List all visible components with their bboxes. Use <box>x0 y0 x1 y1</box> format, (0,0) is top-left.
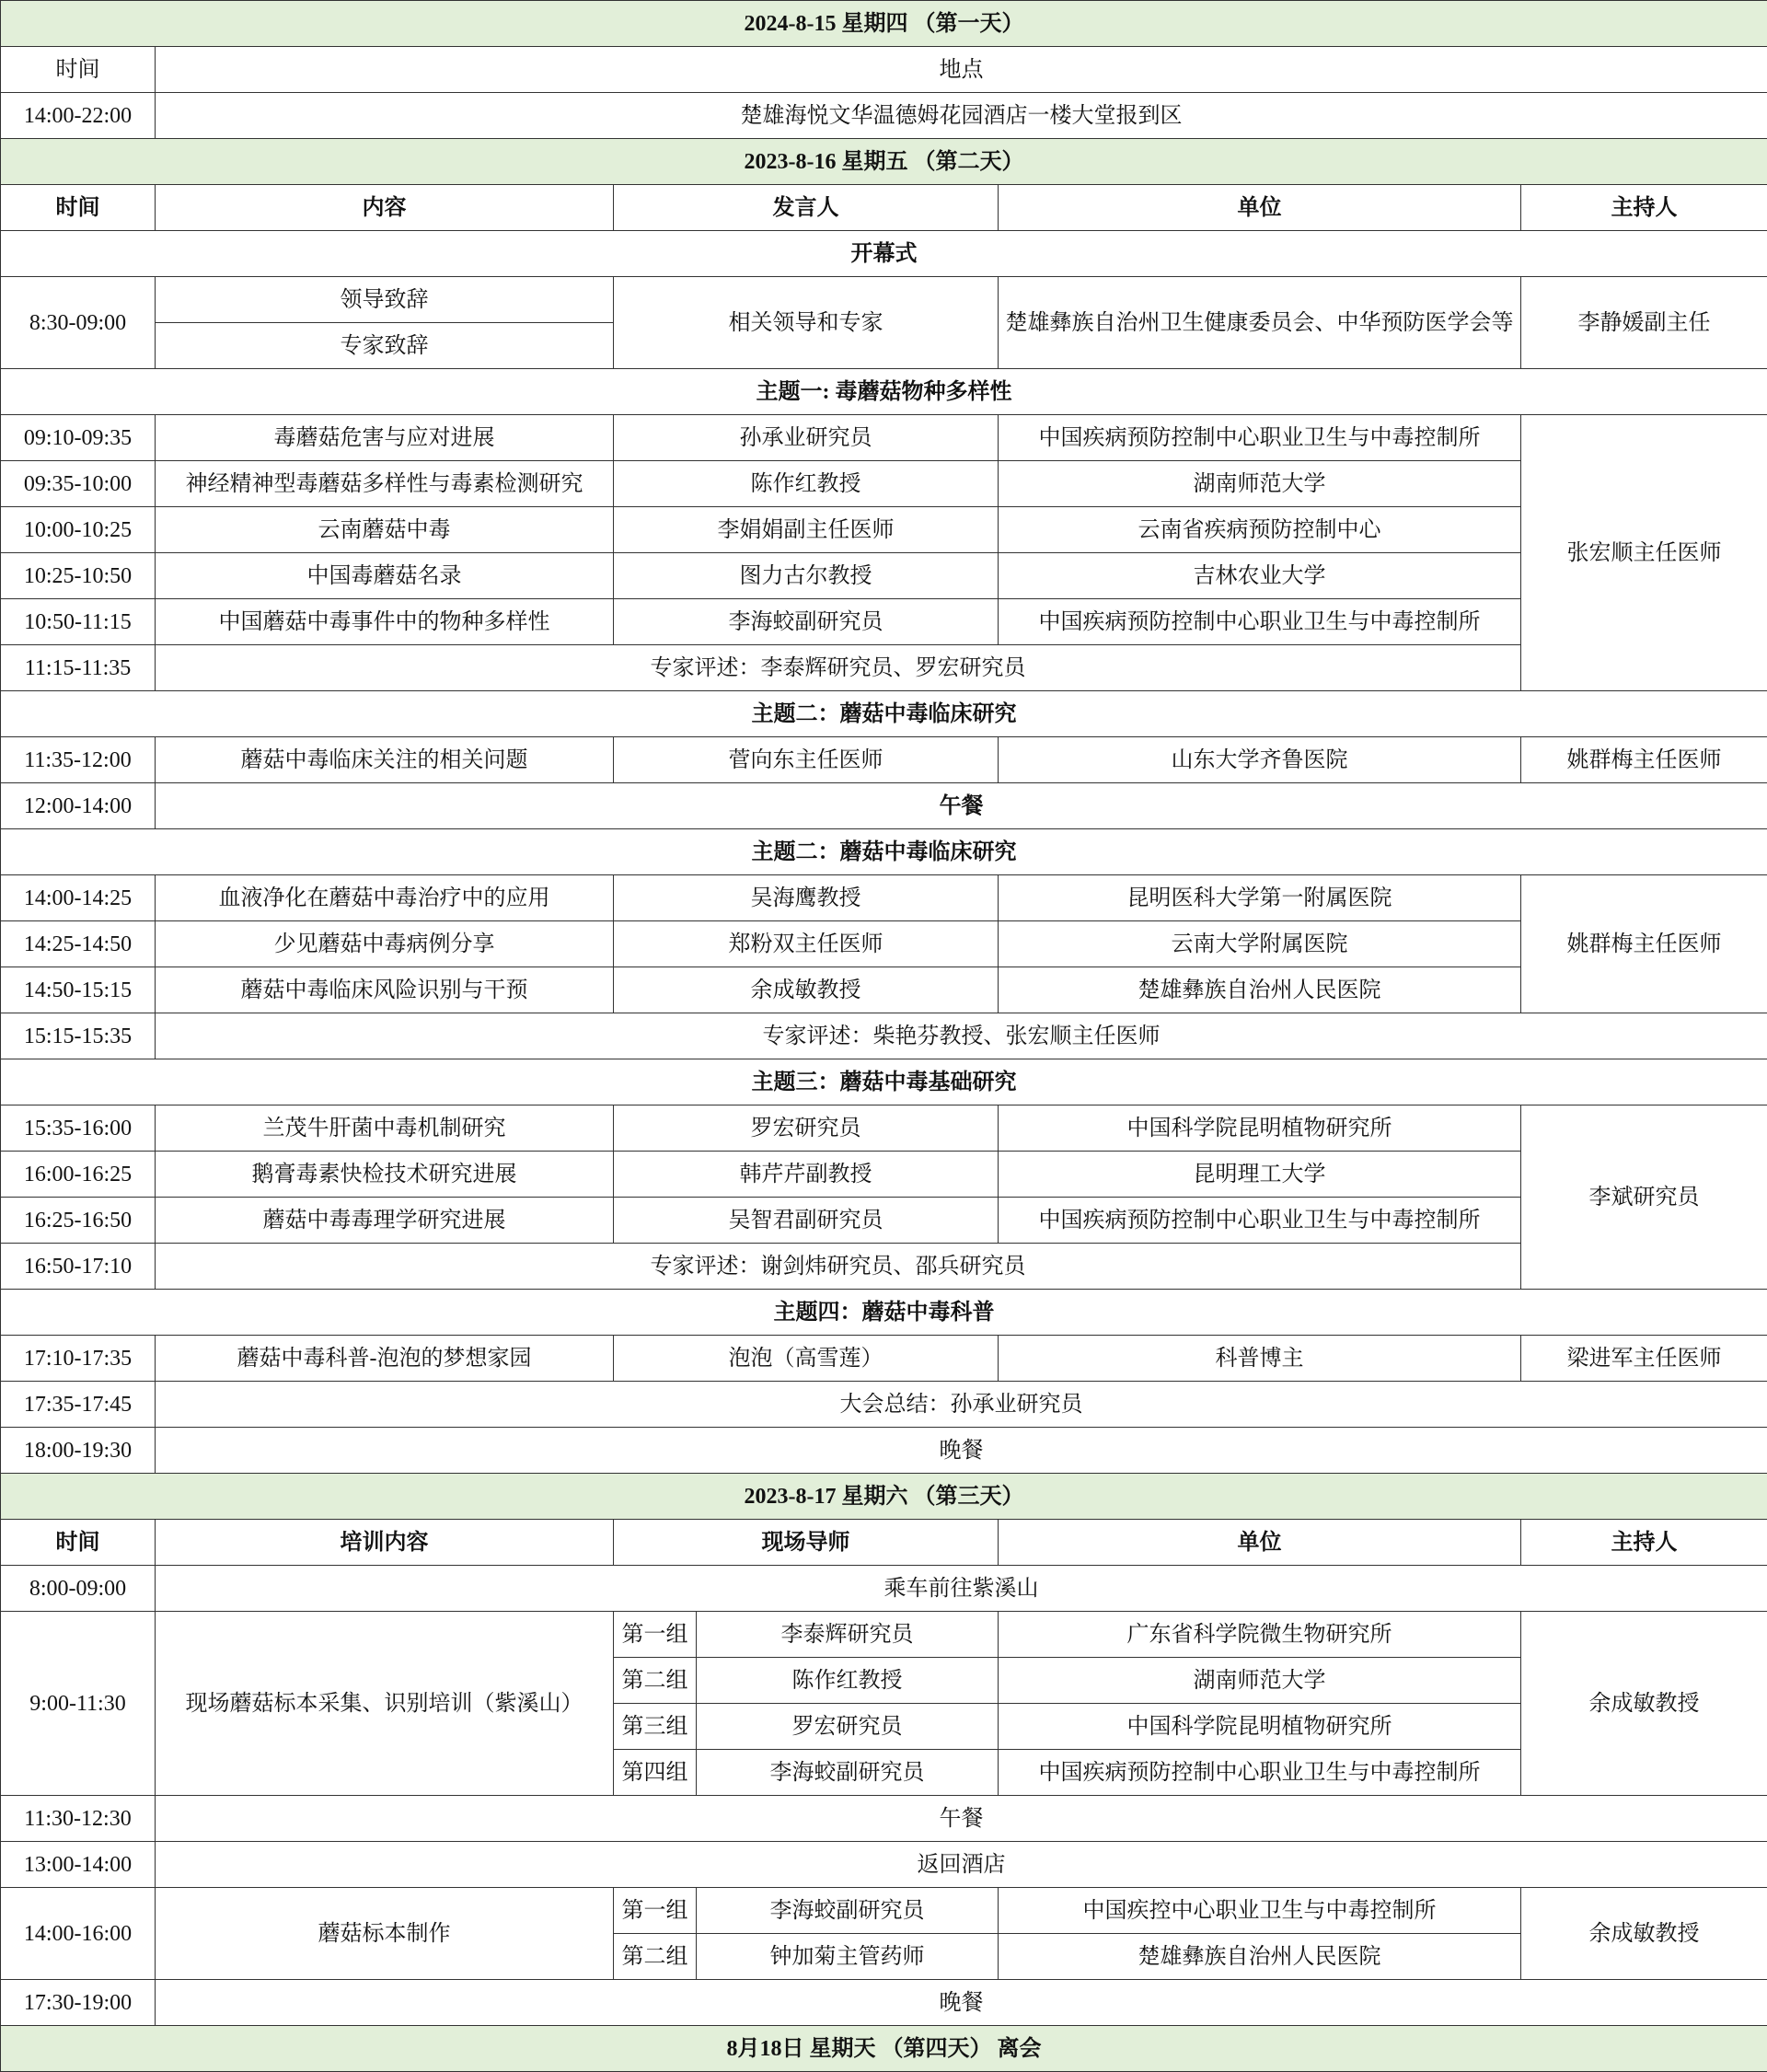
row-content: 云南蘑菇中毒 <box>156 507 614 553</box>
table-row <box>1 461 1767 507</box>
table-row <box>1 967 1767 1013</box>
specimen-content: 蘑菇标本制作 <box>156 1888 614 1980</box>
dinner-text: 晚餐 <box>156 1980 1767 2026</box>
row-time: 15:35-16:00 <box>1 1105 156 1152</box>
table-row <box>1 1198 1767 1244</box>
row-speaker: 韩芹芹副教授 <box>614 1152 999 1198</box>
row-speaker: 郑粉双主任医师 <box>614 921 999 967</box>
table-row <box>1 1336 1767 1382</box>
opening-item: 专家致辞 <box>156 323 614 369</box>
group-unit: 中国疾病预防控制中心职业卫生与中毒控制所 <box>999 1750 1521 1796</box>
opening-title: 开幕式 <box>1 231 1767 277</box>
row-unit: 科普博主 <box>999 1336 1521 1382</box>
row-content: 血液净化在蘑菇中毒治疗中的应用 <box>156 875 614 921</box>
row-unit: 山东大学齐鲁医院 <box>999 737 1521 783</box>
table-row <box>1 1888 1767 1934</box>
row-time: 14:50-15:15 <box>1 967 156 1013</box>
row-speaker: 吴海鹰教授 <box>614 875 999 921</box>
return-time: 13:00-14:00 <box>1 1842 156 1888</box>
row-speaker: 泡泡（高雪莲） <box>614 1336 999 1382</box>
row-time: 16:25-16:50 <box>1 1198 156 1244</box>
group-tutor: 陈作红教授 <box>697 1658 999 1704</box>
row-content: 蘑菇中毒毒理学研究进展 <box>156 1198 614 1244</box>
review-time: 11:15-11:35 <box>1 645 156 691</box>
day4-title: 8月18日 星期天 （第四天） 离会 <box>1 2026 1767 2072</box>
review-time: 16:50-17:10 <box>1 1244 156 1290</box>
row-unit: 吉林农业大学 <box>999 553 1521 599</box>
table-row <box>1 737 1767 783</box>
row-time: 14:00-14:25 <box>1 875 156 921</box>
row-speaker: 罗宏研究员 <box>614 1105 999 1152</box>
header-time: 时间 <box>1 1520 156 1566</box>
row-time: 10:50-11:15 <box>1 599 156 645</box>
review-text: 专家评述：柴艳芬教授、张宏顺主任医师 <box>156 1013 1767 1059</box>
table-row <box>1 1152 1767 1198</box>
summary-text: 大会总结：孙承业研究员 <box>156 1382 1767 1428</box>
header-unit: 单位 <box>999 1520 1521 1566</box>
dinner-time: 17:30-19:00 <box>1 1980 156 2026</box>
table-row <box>1 599 1767 645</box>
group-tutor: 李海蛟副研究员 <box>697 1750 999 1796</box>
row-unit: 云南省疾病预防控制中心 <box>999 507 1521 553</box>
row-time: 16:00-16:25 <box>1 1152 156 1198</box>
group-unit: 中国科学院昆明植物研究所 <box>999 1704 1521 1750</box>
header-unit: 单位 <box>999 185 1521 231</box>
group-label: 第三组 <box>614 1704 697 1750</box>
topic1-title: 主题一: 毒蘑菇物种多样性 <box>1 369 1767 415</box>
topic2a-title: 主题二：蘑菇中毒临床研究 <box>1 691 1767 737</box>
field-content: 现场蘑菇标本采集、识别培训（紫溪山） <box>156 1612 614 1796</box>
lunch-text: 午餐 <box>156 1796 1767 1842</box>
group-label: 第一组 <box>614 1888 697 1934</box>
group-unit: 广东省科学院微生物研究所 <box>999 1612 1521 1658</box>
row-time: 14:00-22:00 <box>1 93 156 139</box>
row-time: 09:35-10:00 <box>1 461 156 507</box>
group-label: 第二组 <box>614 1934 697 1980</box>
row-content: 毒蘑菇危害与应对进展 <box>156 415 614 461</box>
row-content: 中国毒蘑菇名录 <box>156 553 614 599</box>
day3-title: 2023-8-17 星期六 （第三天） <box>1 1474 1767 1520</box>
header-content: 培训内容 <box>156 1520 614 1566</box>
row-unit: 云南大学附属医院 <box>999 921 1521 967</box>
topic2b-title: 主题二：蘑菇中毒临床研究 <box>1 829 1767 875</box>
summary-time: 17:35-17:45 <box>1 1382 156 1428</box>
group-tutor: 罗宏研究员 <box>697 1704 999 1750</box>
table-row <box>1 507 1767 553</box>
return-text: 返回酒店 <box>156 1842 1767 1888</box>
header-speaker: 发言人 <box>614 185 999 231</box>
row-unit: 楚雄彝族自治州人民医院 <box>999 967 1521 1013</box>
row-unit: 中国疾病预防控制中心职业卫生与中毒控制所 <box>999 415 1521 461</box>
row-speaker: 吴智君副研究员 <box>614 1198 999 1244</box>
specimen-time: 14:00-16:00 <box>1 1888 156 1980</box>
header-tutor: 现场导师 <box>614 1520 999 1566</box>
row-unit: 中国疾病预防控制中心职业卫生与中毒控制所 <box>999 599 1521 645</box>
row-content: 蘑菇中毒科普-泡泡的梦想家园 <box>156 1336 614 1382</box>
group-tutor: 李海蛟副研究员 <box>697 1888 999 1934</box>
header-time: 时间 <box>1 47 156 93</box>
row-host: 梁进军主任医师 <box>1521 1336 1767 1382</box>
lunch-time: 12:00-14:00 <box>1 783 156 829</box>
row-speaker: 陈作红教授 <box>614 461 999 507</box>
group-tutor: 李泰辉研究员 <box>697 1612 999 1658</box>
opening-time: 8:30-09:00 <box>1 277 156 369</box>
group-unit: 湖南师范大学 <box>999 1658 1521 1704</box>
opening-item: 领导致辞 <box>156 277 614 323</box>
row-content: 少见蘑菇中毒病例分享 <box>156 921 614 967</box>
group-tutor: 钟加菊主管药师 <box>697 1934 999 1980</box>
row-content: 神经精神型毒蘑菇多样性与毒素检测研究 <box>156 461 614 507</box>
specimen-host: 余成敏教授 <box>1521 1888 1767 1980</box>
dinner-time: 18:00-19:30 <box>1 1428 156 1474</box>
review-text: 专家评述：谢剑炜研究员、邵兵研究员 <box>156 1244 1521 1290</box>
table-row <box>1 875 1767 921</box>
topic3-title: 主题三：蘑菇中毒基础研究 <box>1 1059 1767 1105</box>
row-time: 09:10-09:35 <box>1 415 156 461</box>
row-content: 兰茂牛肝菌中毒机制研究 <box>156 1105 614 1152</box>
topic1-host: 张宏顺主任医师 <box>1521 415 1767 691</box>
row-content: 蘑菇中毒临床关注的相关问题 <box>156 737 614 783</box>
table-row <box>1 921 1767 967</box>
row-unit: 昆明医科大学第一附属医院 <box>999 875 1521 921</box>
row-time: 17:10-17:35 <box>1 1336 156 1382</box>
day1-title: 2024-8-15 星期四 （第一天） <box>1 1 1767 47</box>
row-unit: 中国科学院昆明植物研究所 <box>999 1105 1521 1152</box>
table-row <box>1 553 1767 599</box>
row-time: 11:35-12:00 <box>1 737 156 783</box>
dinner-text: 晚餐 <box>156 1428 1767 1474</box>
header-place: 地点 <box>156 47 1767 93</box>
bus-time: 8:00-09:00 <box>1 1566 156 1612</box>
topic2b-host: 姚群梅主任医师 <box>1521 875 1767 1013</box>
row-speaker: 余成敏教授 <box>614 967 999 1013</box>
table-row <box>1 1612 1767 1658</box>
row-speaker: 李海蛟副研究员 <box>614 599 999 645</box>
group-label: 第二组 <box>614 1658 697 1704</box>
group-label: 第四组 <box>614 1750 697 1796</box>
row-time: 10:00-10:25 <box>1 507 156 553</box>
row-time: 14:25-14:50 <box>1 921 156 967</box>
lunch-time: 11:30-12:30 <box>1 1796 156 1842</box>
topic3-host: 李斌研究员 <box>1521 1105 1767 1290</box>
row-content: 蘑菇中毒临床风险识别与干预 <box>156 967 614 1013</box>
row-speaker: 孙承业研究员 <box>614 415 999 461</box>
group-unit: 中国疾控中心职业卫生与中毒控制所 <box>999 1888 1521 1934</box>
review-time: 15:15-15:35 <box>1 1013 156 1059</box>
bus-text: 乘车前往紫溪山 <box>156 1566 1767 1612</box>
field-time: 9:00-11:30 <box>1 1612 156 1796</box>
row-unit: 昆明理工大学 <box>999 1152 1521 1198</box>
row-host: 姚群梅主任医师 <box>1521 737 1767 783</box>
row-speaker: 图力古尔教授 <box>614 553 999 599</box>
row-unit: 湖南师范大学 <box>999 461 1521 507</box>
row-content: 鹅膏毒素快检技术研究进展 <box>156 1152 614 1198</box>
header-content: 内容 <box>156 185 614 231</box>
topic4-title: 主题四：蘑菇中毒科普 <box>1 1290 1767 1336</box>
header-time: 时间 <box>1 185 156 231</box>
header-host: 主持人 <box>1521 185 1767 231</box>
table-row <box>1 1105 1767 1152</box>
row-time: 10:25-10:50 <box>1 553 156 599</box>
opening-host: 李静媛副主任 <box>1521 277 1767 369</box>
day2-title: 2023-8-16 星期五 （第二天） <box>1 139 1767 185</box>
row-speaker: 菅向东主任医师 <box>614 737 999 783</box>
row-content: 中国蘑菇中毒事件中的物种多样性 <box>156 599 614 645</box>
review-text: 专家评述：李泰辉研究员、罗宏研究员 <box>156 645 1521 691</box>
row-place: 楚雄海悦文华温德姆花园酒店一楼大堂报到区 <box>156 93 1767 139</box>
header-host: 主持人 <box>1521 1520 1767 1566</box>
table-row <box>1 415 1767 461</box>
group-unit: 楚雄彝族自治州人民医院 <box>999 1934 1521 1980</box>
opening-speaker: 相关领导和专家 <box>614 277 999 369</box>
row-speaker: 李娟娟副主任医师 <box>614 507 999 553</box>
lunch-text: 午餐 <box>156 783 1767 829</box>
opening-unit: 楚雄彝族自治州卫生健康委员会、中华预防医学会等 <box>999 277 1521 369</box>
group-label: 第一组 <box>614 1612 697 1658</box>
field-host: 余成敏教授 <box>1521 1612 1767 1796</box>
row-unit: 中国疾病预防控制中心职业卫生与中毒控制所 <box>999 1198 1521 1244</box>
